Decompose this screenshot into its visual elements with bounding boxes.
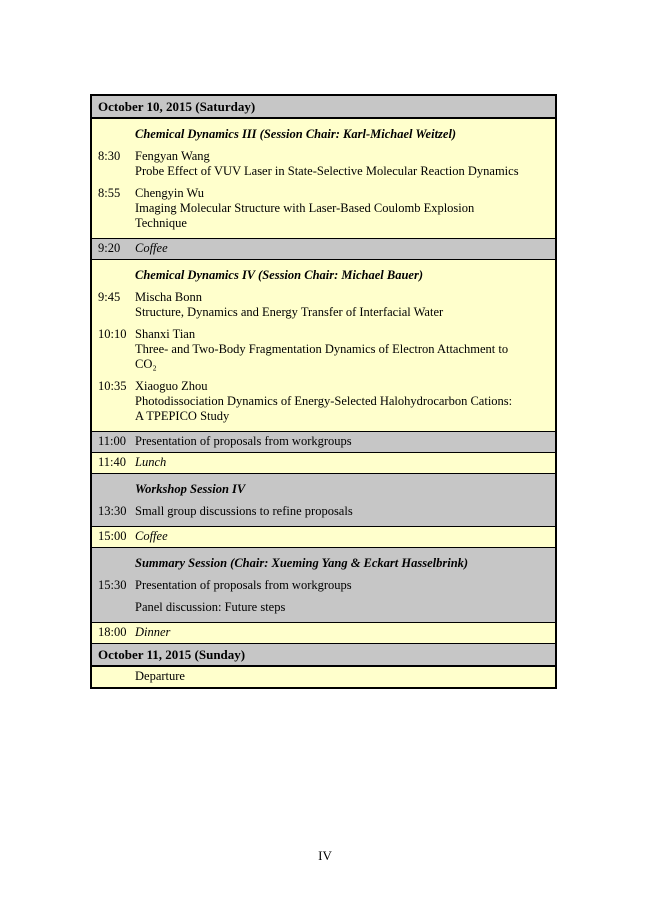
speaker-name: Xiaoguo Zhou <box>135 379 208 393</box>
schedule-row <box>92 526 555 547</box>
session-block <box>92 547 555 622</box>
time-cell: 9:45 <box>98 290 121 304</box>
talk-title-line: Technique <box>135 216 187 230</box>
time-cell: 8:30 <box>98 149 121 163</box>
date-header-row <box>92 96 555 118</box>
event-row <box>98 379 547 424</box>
speaker-name: Chengyin Wu <box>135 186 205 200</box>
speaker-name: Fengyan Wang <box>135 149 210 163</box>
row-label: Lunch <box>135 455 167 469</box>
schedule-row <box>92 431 555 452</box>
row-label: Departure <box>135 669 185 683</box>
speaker-name: Mischa Bonn <box>135 290 203 304</box>
session-title: Chemical Dynamics IV (Session Chair: Michael Bauer) <box>135 268 423 282</box>
row-label: Dinner <box>135 625 171 639</box>
schedule-row <box>92 622 555 643</box>
schedule-row <box>92 666 555 687</box>
date-header-label: October 10, 2015 (Saturday) <box>98 99 256 114</box>
time-cell: 15:30 <box>98 578 127 592</box>
event-text: Presentation of proposals from workgroups <box>135 578 352 592</box>
time-cell: 8:55 <box>98 186 121 200</box>
row-label: Coffee <box>135 241 168 255</box>
talk-title-line: CO₂ <box>135 357 157 371</box>
event-row <box>98 600 547 615</box>
row-label: Presentation of proposals from workgroups <box>135 434 352 448</box>
talk-title-line: Imaging Molecular Structure with Laser-Based Coulomb Explosion <box>135 201 475 215</box>
event-row <box>98 578 547 593</box>
schedule-row <box>92 452 555 473</box>
speaker-name: Shanxi Tian <box>135 327 196 341</box>
time-cell: 11:40 <box>98 455 127 469</box>
talk-title-line: Probe Effect of VUV Laser in State-Selective Molecular Reaction Dynamics <box>135 164 519 178</box>
session-title: Workshop Session IV <box>135 482 246 496</box>
event-row <box>98 290 547 320</box>
time-cell: 11:00 <box>98 434 127 448</box>
row-label: Coffee <box>135 529 168 543</box>
schedule-row <box>92 238 555 259</box>
time-cell: 18:00 <box>98 625 127 639</box>
talk-title-line: A TPEPICO Study <box>135 409 230 423</box>
talk-title-line: Structure, Dynamics and Energy Transfer of Interfacial Water <box>135 305 444 319</box>
event-row <box>98 327 547 372</box>
time-cell: 13:30 <box>98 504 127 518</box>
event-text: Small group discussions to refine proposals <box>135 504 353 518</box>
event-row <box>98 149 547 179</box>
talk-title-line: Three- and Two-Body Fragmentation Dynamics of Electron Attachment to <box>135 342 509 356</box>
date-header-label: October 11, 2015 (Sunday) <box>98 647 246 662</box>
event-text: Panel discussion: Future steps <box>135 600 286 614</box>
session-title: Summary Session (Chair: Xueming Yang & Eckart Hasselbrink) <box>135 556 469 570</box>
page-number: IV <box>318 848 332 863</box>
talk-title-line: Photodissociation Dynamics of Energy-Selected Halohydrocarbon Cations: <box>135 394 513 408</box>
time-cell: 10:10 <box>98 327 127 341</box>
session-block <box>92 473 555 526</box>
session-block <box>92 118 555 238</box>
date-header-row <box>92 643 555 666</box>
event-row <box>98 186 547 231</box>
time-cell: 15:00 <box>98 529 127 543</box>
event-row <box>98 504 547 519</box>
session-block <box>92 259 555 431</box>
session-title: Chemical Dynamics III (Session Chair: Karl-Michael Weitzel) <box>135 127 457 141</box>
conference-schedule-table <box>90 94 557 689</box>
time-cell: 9:20 <box>98 241 121 255</box>
time-cell: 10:35 <box>98 379 127 393</box>
